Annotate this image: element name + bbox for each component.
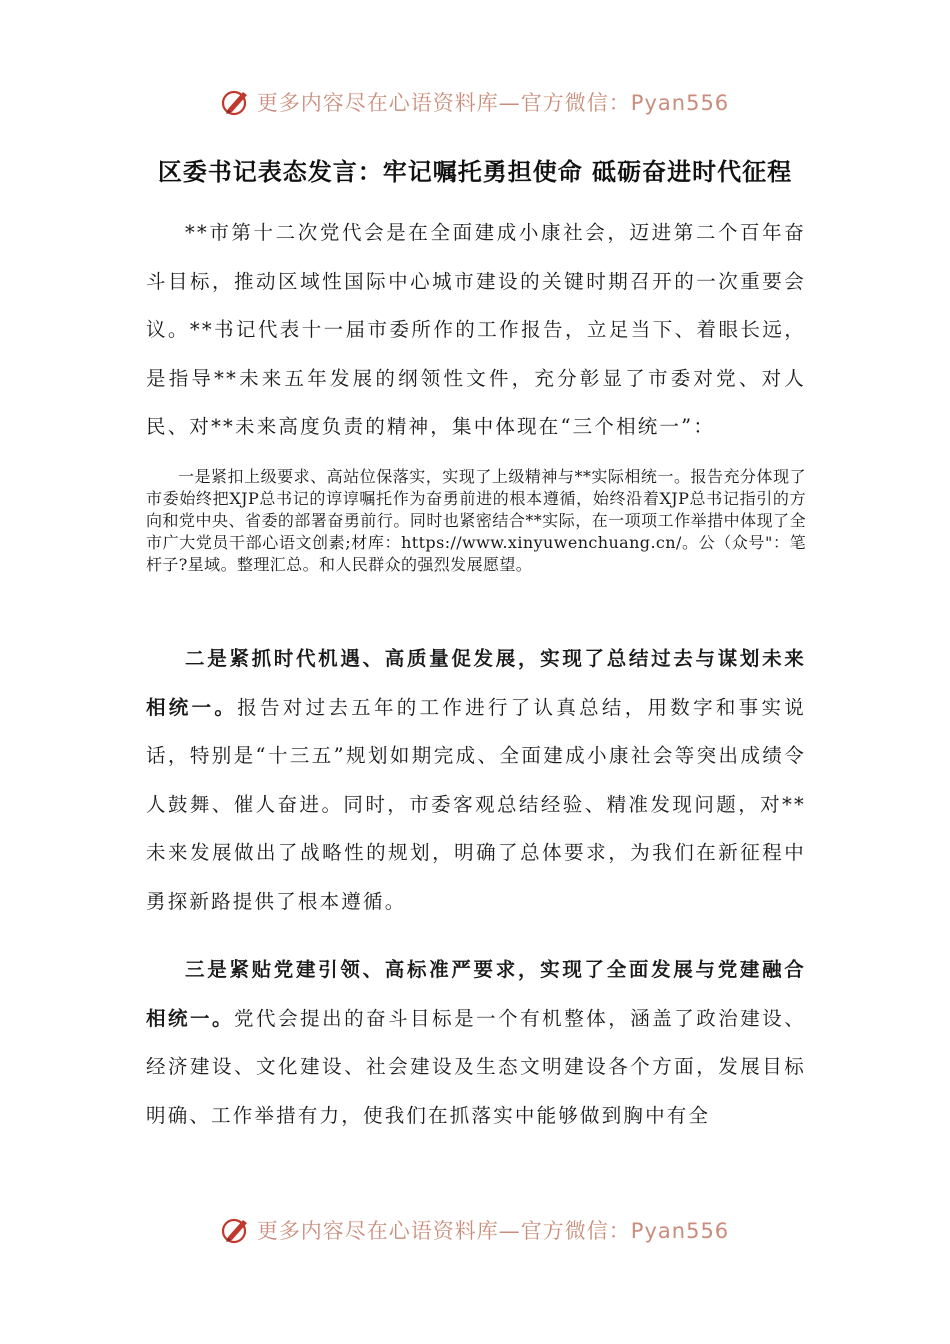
paragraph-point-two [146,635,806,926]
footer-banner [0,1208,950,1252]
paragraph-intro [146,209,806,452]
paragraph-text: **市第十二次党代会是在全面建成小康社会，迈进第二个百年奋斗目标，推动区域性国际中心城市建设的关键时期召开的一次重要会议。**书记代表十一届市委所作的工作报告，立足当下、着眼长远，是指导**未来五年发展的纲领性文件，充分彰显了市委对党、对人民、对**未来高度负责的精神，集中体现在“三个相统一”： [146,221,806,438]
pen-circle-icon [221,87,251,117]
paragraph-point-one [146,466,806,576]
footer-banner-text: 更多内容尽在心语资料库—官方微信：Pyan556 [256,1219,730,1243]
paragraph-point-three [146,946,806,1140]
paragraph-text: 报告对过去五年的工作进行了认真总结，用数字和事实说话，特别是“十三五”规划如期完成、全面建成小康社会等突出成绩令人鼓舞、催人奋进。同时，市委客观总结经验、精准发现问题，对**未来发展做出了战略性的规划，明确了总体要求，为我们在新征程中勇探新路提供了根本遵循。 [146,695,806,913]
pen-circle-icon [221,1215,251,1245]
header-banner [0,80,950,124]
paragraph-lead: 三是紧贴党建引领、高标准严要求，实现了全面发展与党建融合相统一。 [146,958,806,1030]
paragraph-lead: 二是紧抓时代机遇、高质量促发展，实现了总结过去与谋划未来相统一。 [146,647,806,719]
paragraph-text: 党代会提出的奋斗目标是一个有机整体，涵盖了政治建设、经济建设、文化建设、社会建设及生态文明建设各个方面，发展目标明确、工作举措有力，使我们在抓落实中能够做到胸中有全 [146,1006,806,1127]
document-title: 区委书记表态发言：牢记嘱托勇担使命 砥砺奋进时代征程 [157,157,793,186]
header-banner-text: 更多内容尽在心语资料库—官方微信：Pyan556 [256,91,730,115]
paragraph-text: 一是紧扣上级要求、高站位保落实，实现了上级精神与**实际相统一。报告充分体现了市委始终把XJP总书记的谆谆嘱托作为奋勇前进的根本遵循，始终沿着XJP总书记指引的方向和党中央、省委的部署奋勇前行。同时也紧密结合**实际，在一项项工作举措中体现了全市广大党员干部心语文创素;材库：https://www.xinyuwenchuang.cn/。公（众号"：笔杆子?星域。整理汇总。和人民群众的强烈发展愿望。 [146,467,806,574]
